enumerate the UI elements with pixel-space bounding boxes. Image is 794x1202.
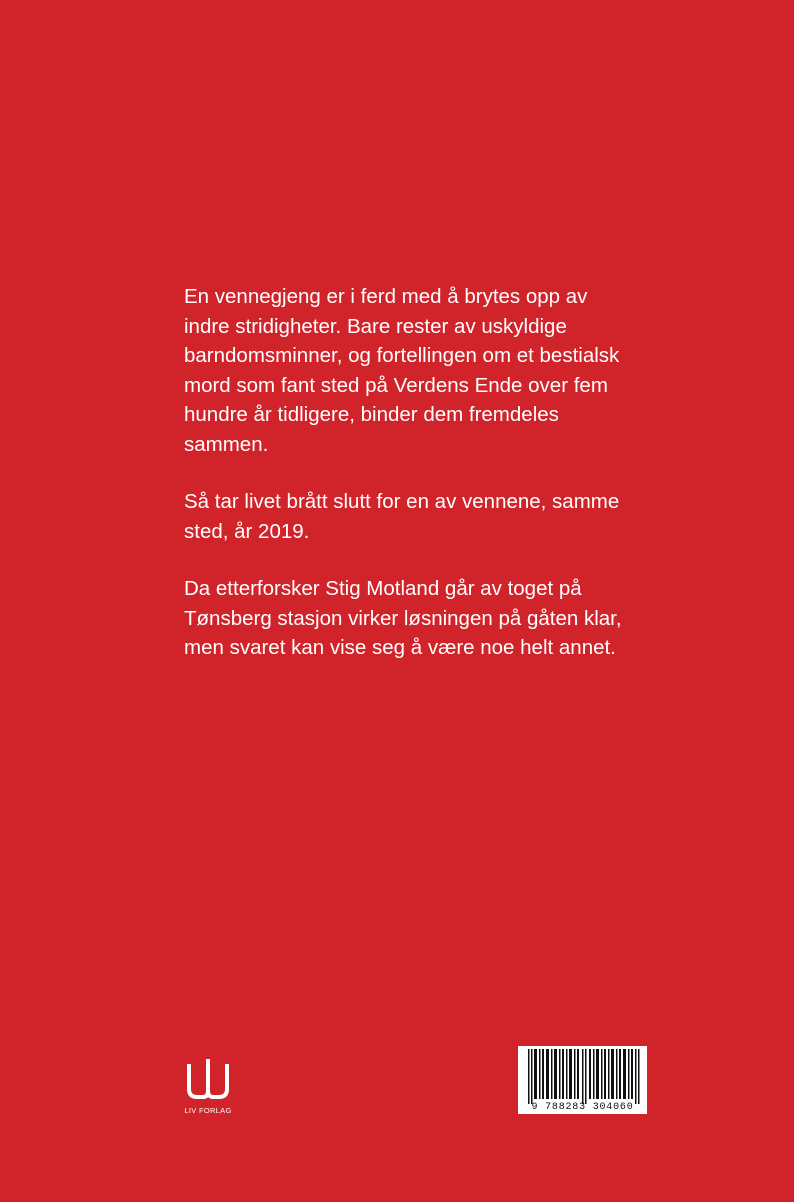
liv-forlag-logo-icon [180, 1056, 236, 1102]
barcode-icon [528, 1049, 644, 1104]
blurb-paragraph-1: En vennegjeng er i ferd med å brytes opp av indre stridigheter. Bare rester av uskyldige barndomsminner, og fortellingen om et bestialsk mord som fant sted på Verdens Ende over fem hundre år tidligere, binder dem fremdeles sammen. [184, 285, 620, 456]
isbn-barcode [518, 1046, 647, 1114]
isbn-number: 9 788283 304060 [531, 1102, 634, 1113]
publisher-logo [180, 1056, 236, 1116]
back-cover-blurb [184, 282, 654, 691]
blurb-paragraph-3: Da etterforsker Stig Motland går av toget på Tønsberg stasjon virker løsningen på gåten klar, men svaret kan vise seg å være noe helt annet. [184, 577, 622, 659]
blurb-paragraph-2: Så tar livet brått slutt for en av vennene, samme sted, år 2019. [184, 490, 620, 543]
publisher-name: LIV FORLAG [184, 1106, 232, 1115]
